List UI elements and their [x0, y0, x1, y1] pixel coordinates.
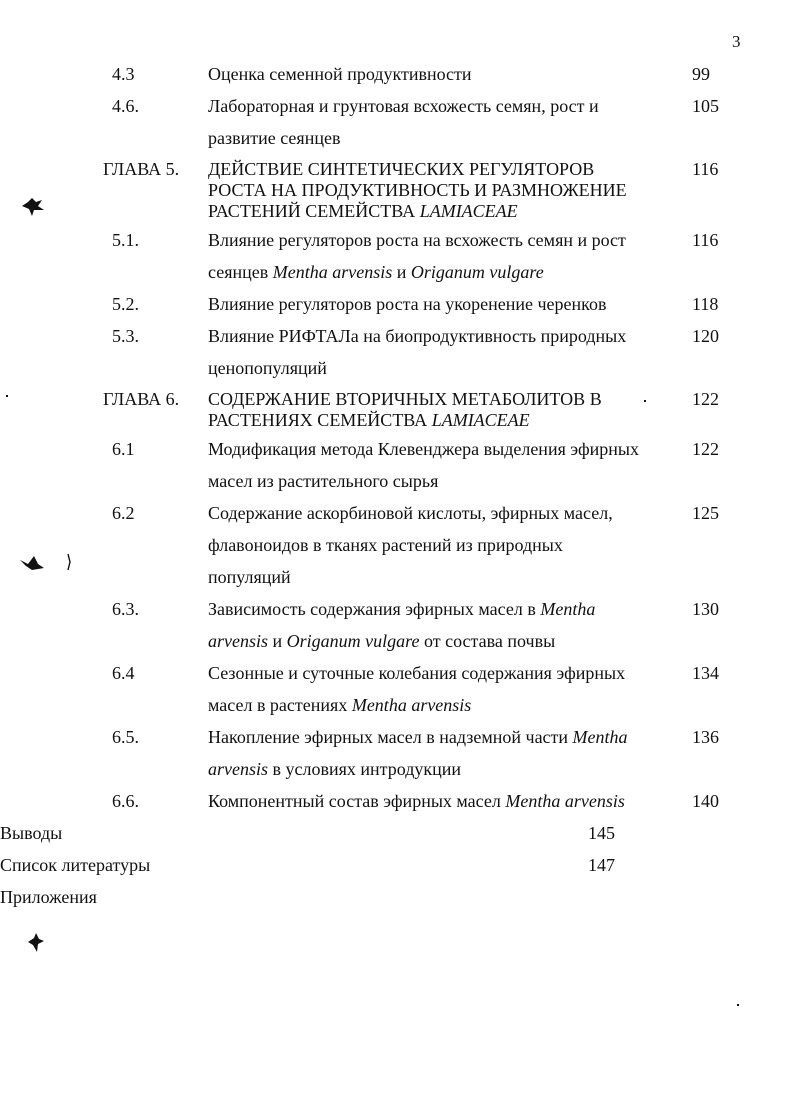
toc-chapter [0, 384, 794, 433]
section-number: 5.1. [112, 230, 139, 250]
page-ref: 116 [692, 159, 719, 179]
section-number: 5.3. [112, 326, 139, 346]
title-line: масел из растительного сырья [208, 471, 439, 491]
page-ref: 105 [692, 96, 719, 116]
species-name: arvensis [208, 631, 268, 651]
toc-entry [0, 817, 794, 849]
table-of-contents [0, 58, 794, 913]
title-text: Накопление эфирных масел в надземной части [208, 727, 573, 747]
title-line: Модификация метода Клевенджера выделения эфирных [208, 439, 639, 459]
title-text: Зависимость содержания эфирных масел в [208, 599, 541, 619]
section-title: Выводы [0, 823, 63, 843]
page-number: 3 [732, 32, 741, 51]
title-text: РАСТЕНИЯХ СЕМЕЙСТВА [208, 410, 432, 430]
section-title [208, 90, 684, 154]
section-number: 5.2. [112, 294, 139, 314]
chapter-title [208, 389, 684, 431]
section-title: Оценка семенной продуктивности [208, 64, 472, 84]
title-line: СОДЕРЖАНИЕ ВТОРИЧНЫХ МЕТАБОЛИТОВ В [208, 389, 602, 409]
scan-artifact-icon [20, 196, 46, 218]
species-name: Mentha arvensis [272, 262, 393, 282]
title-text: и [392, 262, 411, 282]
toc-entry [0, 433, 794, 497]
title-text: РАСТЕНИЙ СЕМЕЙСТВА [208, 201, 420, 221]
title-text: Компонентный состав эфирных масел [208, 791, 506, 811]
section-number: 4.6. [112, 96, 139, 116]
section-title [208, 593, 684, 657]
title-line [208, 753, 684, 785]
toc-entry [0, 593, 794, 657]
section-title [208, 224, 684, 288]
toc-chapter [0, 154, 794, 224]
title-line: популяций [208, 567, 291, 587]
scan-speck [644, 400, 646, 402]
section-number: 6.1 [112, 439, 135, 459]
toc-entry [0, 224, 794, 288]
section-title: Влияние регуляторов роста на укоренение черенков [208, 294, 607, 314]
section-number: 6.6. [112, 791, 139, 811]
species-name: Mentha arvensis [505, 791, 625, 811]
title-line: ценопопуляций [208, 358, 327, 378]
page-ref: 116 [692, 230, 719, 250]
title-line [208, 689, 684, 721]
title-line: развитие сеянцев [208, 128, 341, 148]
page-ref: 120 [692, 326, 719, 346]
title-line [208, 625, 684, 657]
page-ref: 118 [692, 294, 719, 314]
chapter-title [208, 159, 684, 222]
page-ref: 99 [692, 64, 710, 84]
toc-entry [0, 849, 794, 881]
page-ref: 122 [692, 389, 719, 409]
toc-entry [0, 58, 794, 90]
section-number: 6.2 [112, 503, 135, 523]
page-ref: 147 [588, 855, 615, 875]
title-line: флавоноидов в тканях растений из природных [208, 535, 563, 555]
page-ref: 136 [692, 727, 719, 747]
section-number: 6.5. [112, 727, 139, 747]
title-line: Влияние РИФТАЛа на биопродуктивность природных [208, 326, 627, 346]
taxon-name: LAMIACEAE [419, 201, 518, 221]
toc-entry [0, 90, 794, 154]
taxon-name: LAMIACEAE [431, 410, 530, 430]
section-title: Приложения [0, 887, 97, 907]
title-line: Содержание аскорбиновой кислоты, эфирных масел, [208, 503, 613, 523]
scan-artifact-icon [24, 932, 48, 954]
title-line: ДЕЙСТВИЕ СИНТЕТИЧЕСКИХ РЕГУЛЯТОРОВ [208, 159, 595, 179]
species-name: Mentha [540, 599, 596, 619]
title-line: Сезонные и суточные колебания содержания эфирных [208, 663, 626, 683]
title-line [208, 201, 684, 222]
page-ref: 145 [588, 823, 615, 843]
species-name: Mentha arvensis [351, 695, 472, 715]
title-text: в условиях интродукции [268, 759, 462, 779]
toc-entry [0, 657, 794, 721]
species-name: Origanum vulgare [286, 631, 420, 651]
chapter-number: ГЛАВА 6. [103, 389, 180, 409]
section-title [208, 657, 684, 721]
species-name: arvensis [208, 759, 268, 779]
page-ref: 122 [692, 439, 719, 459]
section-title [208, 721, 684, 785]
toc-entry [0, 785, 794, 817]
title-line [208, 256, 684, 288]
title-line [208, 721, 684, 753]
section-title: Список литературы [0, 855, 151, 875]
title-text: от состава почвы [419, 631, 556, 651]
section-title [208, 320, 684, 384]
page-ref: 125 [692, 503, 719, 523]
title-line [208, 593, 684, 625]
toc-entry [0, 288, 794, 320]
title-line [208, 410, 684, 431]
section-number: 4.3 [112, 64, 135, 84]
section-number: 6.3. [112, 599, 139, 619]
title-text: масел в растениях [208, 695, 352, 715]
title-line: Лабораторная и грунтовая всхожесть семян, рост и [208, 96, 599, 116]
toc-entry [0, 497, 794, 593]
scan-artifact-icon [18, 552, 76, 574]
toc-entry [0, 320, 794, 384]
title-text: и [268, 631, 287, 651]
toc-entry [0, 721, 794, 785]
section-number: 6.4 [112, 663, 135, 683]
page-ref: 140 [692, 791, 719, 811]
page-ref: 130 [692, 599, 719, 619]
section-title [208, 433, 684, 497]
species-name: Origanum vulgare [410, 262, 544, 282]
title-text: сеянцев [208, 262, 273, 282]
chapter-number: ГЛАВА 5. [103, 159, 180, 179]
section-title [208, 497, 684, 593]
page-ref: 134 [692, 663, 719, 683]
toc-entry [0, 881, 794, 913]
title-line: РОСТА НА ПРОДУКТИВНОСТЬ И РАЗМНОЖЕНИЕ [208, 180, 627, 200]
section-title [208, 785, 684, 817]
species-name: Mentha [572, 727, 628, 747]
title-line: Влияние регуляторов роста на всхожесть семян и рост [208, 230, 626, 250]
scan-speck [6, 395, 8, 397]
scan-speck [737, 1004, 739, 1006]
